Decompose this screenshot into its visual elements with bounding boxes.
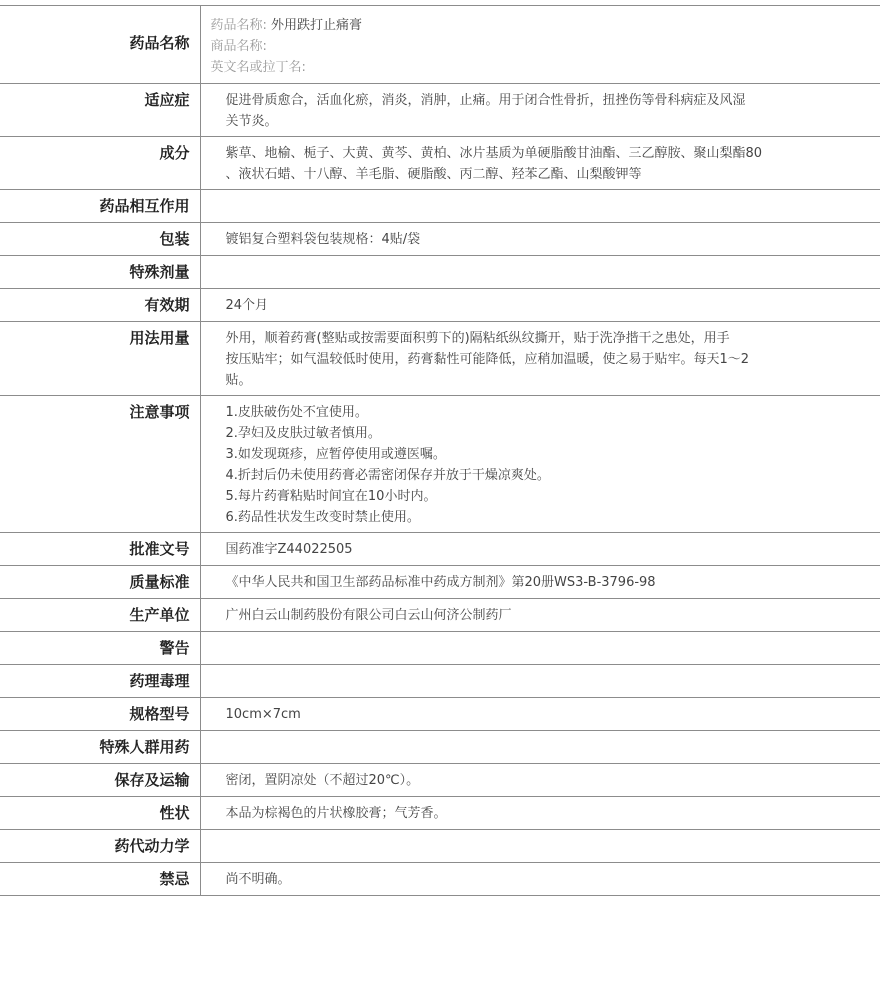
row-interactions xyxy=(0,190,880,223)
label-pharmacokinetics: 药代动力学 xyxy=(0,830,200,863)
row-special-population xyxy=(0,731,880,764)
indications-line: 关节炎。 xyxy=(225,114,278,129)
value-standard: 《中华人民共和国卫生部药品标准中药成方制剂》第20册WS3-B-3796-98 xyxy=(200,566,880,599)
value-pharmacology xyxy=(200,665,880,698)
value-indications xyxy=(200,84,880,137)
row-ingredients xyxy=(0,137,880,190)
value-precautions xyxy=(200,396,880,533)
row-pharmacokinetics xyxy=(0,830,880,863)
row-precautions xyxy=(0,396,880,533)
drug-name-value: 外用跌打止痛膏 xyxy=(271,18,363,33)
label-interactions: 药品相互作用 xyxy=(0,190,200,223)
usage-line: 按压贴牢；如气温较低时使用，药膏黏性可能降低，应稍加温暖，使之易于贴牢。每天1～2 xyxy=(225,352,750,367)
label-drug-name: 药品名称 xyxy=(0,6,200,84)
label-packaging: 包装 xyxy=(0,223,200,256)
label-ingredients: 成分 xyxy=(0,137,200,190)
trade-name-label: 商品名称: xyxy=(210,39,267,54)
label-spec: 规格型号 xyxy=(0,698,200,731)
ingredients-line: 紫草、地榆、栀子、大黄、黄芩、黄柏、冰片基质为单硬脂酸甘油酯、三乙醇胺、聚山梨酯80 xyxy=(225,146,763,161)
row-pharmacology xyxy=(0,665,880,698)
precaution-item: 2.孕妇及皮肤过敏者慎用。 xyxy=(225,426,381,441)
row-usage xyxy=(0,322,880,396)
precaution-item: 6.药品性状发生改变时禁止使用。 xyxy=(225,510,420,525)
english-name-label: 英文名或拉丁名: xyxy=(210,60,306,75)
label-special-dosage: 特殊剂量 xyxy=(0,256,200,289)
value-shelf-life: 24个月 xyxy=(200,289,880,322)
label-storage: 保存及运输 xyxy=(0,764,200,797)
row-manufacturer xyxy=(0,599,880,632)
label-indications: 适应症 xyxy=(0,84,200,137)
value-interactions xyxy=(200,190,880,223)
label-contraindications: 禁忌 xyxy=(0,863,200,896)
row-indications xyxy=(0,84,880,137)
value-approval: 国药准字Z44022505 xyxy=(200,533,880,566)
value-warning xyxy=(200,632,880,665)
value-appearance: 本品为棕褐色的片状橡胶膏；气芳香。 xyxy=(200,797,880,830)
precaution-item: 3.如发现斑疹，应暂停使用或遵医嘱。 xyxy=(225,447,446,462)
row-standard xyxy=(0,566,880,599)
label-shelf-life: 有效期 xyxy=(0,289,200,322)
value-storage: 密闭，置阴凉处（不超过20℃）。 xyxy=(200,764,880,797)
value-packaging: 镀铝复合塑料袋包装规格：4贴/袋 xyxy=(200,223,880,256)
row-approval xyxy=(0,533,880,566)
label-warning: 警告 xyxy=(0,632,200,665)
drug-name-line xyxy=(211,15,801,36)
value-special-population xyxy=(200,731,880,764)
row-special-dosage xyxy=(0,256,880,289)
drug-name-label: 药品名称: xyxy=(210,18,267,33)
usage-line: 外用，顺着药膏(整贴或按需要面积剪下的)隔粘纸纵纹撕开，贴于洗净揩干之患处，用手 xyxy=(225,331,730,346)
label-precautions: 注意事项 xyxy=(0,396,200,533)
row-drug-name xyxy=(0,6,880,84)
value-pharmacokinetics xyxy=(200,830,880,863)
row-contraindications xyxy=(0,863,880,896)
value-spec: 10cm×7cm xyxy=(200,698,880,731)
label-approval: 批准文号 xyxy=(0,533,200,566)
drug-spec-table xyxy=(0,5,880,896)
precaution-item: 5.每片药膏粘贴时间宜在10小时内。 xyxy=(225,489,437,504)
value-usage xyxy=(200,322,880,396)
row-spec xyxy=(0,698,880,731)
value-contraindications: 尚不明确。 xyxy=(200,863,880,896)
value-drug-name xyxy=(200,6,880,84)
label-standard: 质量标准 xyxy=(0,566,200,599)
label-special-population: 特殊人群用药 xyxy=(0,731,200,764)
row-shelf-life xyxy=(0,289,880,322)
precaution-item: 4.折封后仍未使用药膏必需密闭保存并放于干燥凉爽处。 xyxy=(225,468,550,483)
row-warning xyxy=(0,632,880,665)
label-pharmacology: 药理毒理 xyxy=(0,665,200,698)
label-manufacturer: 生产单位 xyxy=(0,599,200,632)
value-manufacturer: 广州白云山制药股份有限公司白云山何济公制药厂 xyxy=(200,599,880,632)
row-appearance xyxy=(0,797,880,830)
usage-line: 贴。 xyxy=(225,373,252,388)
precaution-item: 1.皮肤破伤处不宜使用。 xyxy=(225,405,368,420)
value-ingredients xyxy=(200,137,880,190)
ingredients-line: 、液状石蜡、十八醇、羊毛脂、硬脂酸、丙二醇、羟苯乙酯、山梨酸钾等 xyxy=(225,167,642,182)
row-packaging xyxy=(0,223,880,256)
value-special-dosage xyxy=(200,256,880,289)
indications-line: 促进骨质愈合，活血化瘀，消炎，消肿，止痛。用于闭合性骨折，扭挫伤等骨科病症及风湿 xyxy=(225,93,746,108)
label-usage: 用法用量 xyxy=(0,322,200,396)
row-storage xyxy=(0,764,880,797)
label-appearance: 性状 xyxy=(0,797,200,830)
